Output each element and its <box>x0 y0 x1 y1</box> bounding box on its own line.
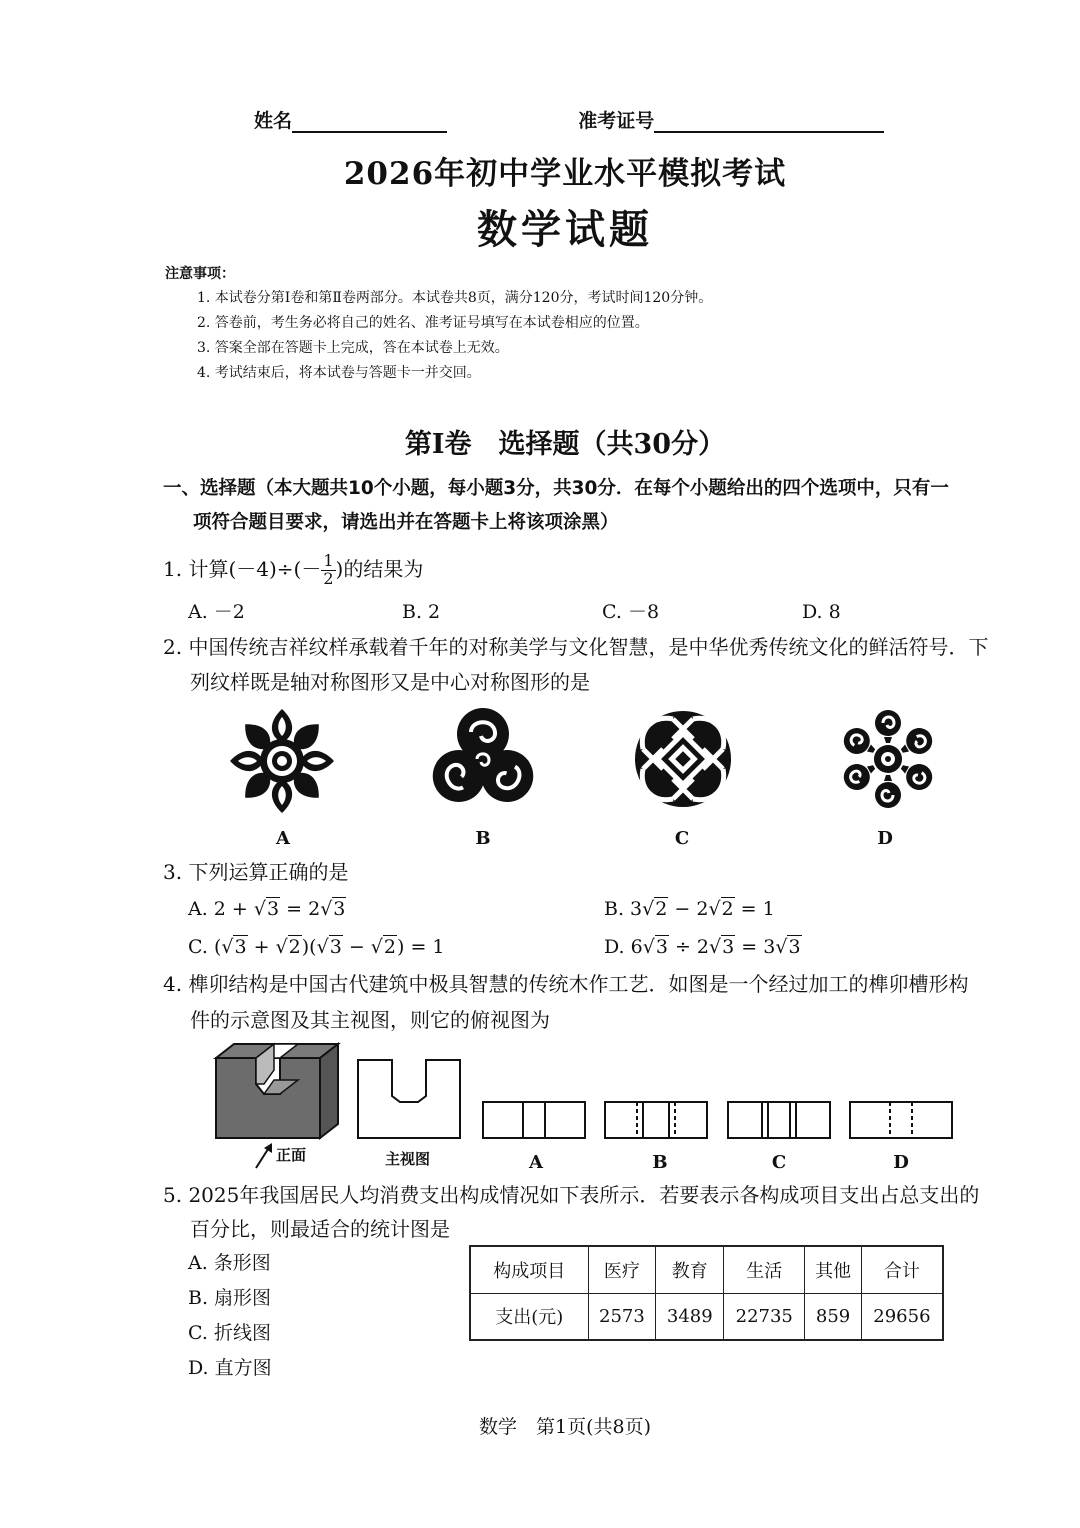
name-blank[interactable] <box>292 113 447 133</box>
notice-item: 4. 考试结束后，将本试卷与答题卡一并交回。 <box>197 365 481 381</box>
question-2-stem-cont: 列纹样既是轴对称图形又是中心对称图形的是 <box>190 670 590 694</box>
question-5-stem-cont: 百分比，则最适合的统计图是 <box>190 1217 450 1241</box>
q5-option-a[interactable]: A. 条形图 <box>188 1252 271 1274</box>
section-title: 第Ⅰ卷 选择题（共30分） <box>404 429 726 460</box>
question-4-stem-cont: 件的示意图及其主视图，则它的俯视图为 <box>190 1008 550 1032</box>
question-4-stem: 4. 榫卯结构是中国古代建筑中极具智慧的传统木作工艺．如图是一个经过加工的榫卯槽形构 <box>163 972 969 996</box>
table-header-cell: 医疗 <box>588 1246 656 1293</box>
exam-id-blank[interactable] <box>654 113 884 133</box>
page-footer: 数学 第1页(共8页) <box>478 1416 651 1438</box>
notice-item: 1. 本试卷分第Ⅰ卷和第Ⅱ卷两部分。本试卷共8页，满分120分，考试时间120分钟。 <box>197 290 713 306</box>
pattern-label-a: A <box>276 828 290 849</box>
table-cell: 29656 <box>861 1293 943 1340</box>
pattern-label-c: C <box>674 828 690 849</box>
pattern-label-b: B <box>475 828 491 849</box>
table-header-cell: 合计 <box>861 1246 943 1293</box>
table-header-cell: 生活 <box>724 1246 805 1293</box>
main-view-label: 主视图 <box>385 1150 431 1168</box>
question-2-stem: 2. 中国传统吉祥纹样承载着千年的对称美学与文化智慧，是中华优秀传统文化的鲜活符号．下 <box>163 635 989 659</box>
fraction-one-half: $\frac{1}{2}$ <box>323 551 334 588</box>
question-3-stem: 3. 下列运算正确的是 <box>163 860 349 884</box>
question-5-stem: 5. 2025年我国居民人均消费支出构成情况如下表所示．若要表示各构成项目支出占总支出的 <box>163 1183 980 1207</box>
top-view-label-d: D <box>893 1152 909 1173</box>
candidate-info-row <box>254 106 884 133</box>
main-view-figure <box>356 1058 462 1140</box>
pattern-label-d: D <box>877 828 893 849</box>
table-cell: 支出(元) <box>470 1293 588 1340</box>
expenditure-table <box>469 1245 944 1341</box>
pattern-c-knot-icon[interactable] <box>630 705 736 813</box>
q5-option-d[interactable]: D. 直方图 <box>188 1357 272 1379</box>
top-view-label-a: A <box>529 1152 543 1173</box>
top-view-option-d[interactable] <box>848 1096 954 1140</box>
table-cell: 22735 <box>724 1293 805 1340</box>
exam-id-label: 准考证号 <box>578 110 655 132</box>
notice-item: 2. 答卷前，考生务必将自己的姓名、准考证号填写在本试卷相应的位置。 <box>197 315 649 331</box>
table-row <box>470 1293 943 1340</box>
exam-subtitle: 数学试题 <box>477 207 653 253</box>
table-header-cell: 教育 <box>656 1246 724 1293</box>
part-one-instructions: 一、选择题（本大题共10个小题，每小题3分，共30分．在每个小题给出的四个选项中，只有一 <box>163 478 949 499</box>
table-header-row <box>470 1246 943 1293</box>
pattern-d-spiral-flower-icon[interactable] <box>836 705 940 813</box>
q1-option-d[interactable]: D. 8 <box>802 601 841 623</box>
q5-option-c[interactable]: C. 折线图 <box>188 1322 271 1344</box>
front-arrow-icon <box>252 1142 276 1170</box>
name-label: 姓名 <box>254 110 293 132</box>
top-view-label-c: C <box>771 1152 787 1173</box>
grooved-block-3d-figure <box>212 1040 344 1146</box>
table-header-cell: 构成项目 <box>470 1246 588 1293</box>
pattern-b-cloud-swirl-icon[interactable] <box>430 704 536 814</box>
notice-item: 3. 答案全部在答题卡上完成，答在本试卷上无效。 <box>197 340 509 356</box>
q3-option-d[interactable]: D. 6√3 ÷ 2√3 = 3√3 <box>604 936 801 958</box>
notice-heading: 注意事项： <box>165 266 235 282</box>
table-cell: 3489 <box>656 1293 724 1340</box>
table-cell: 2573 <box>588 1293 656 1340</box>
front-label: 正面 <box>276 1146 307 1164</box>
q1-option-b[interactable]: B. 2 <box>402 601 441 623</box>
top-view-option-b[interactable] <box>603 1096 709 1140</box>
top-view-label-b: B <box>652 1152 668 1173</box>
top-view-option-a[interactable] <box>481 1096 587 1140</box>
part-one-instructions-cont: 项符合题目要求，请选出并在答题卡上将该项涂黑） <box>193 512 619 533</box>
table-cell: 859 <box>805 1293 862 1340</box>
q1-option-a[interactable]: A. －2 <box>188 601 245 623</box>
q1-option-c[interactable]: C. －8 <box>602 601 660 623</box>
q3-option-a[interactable]: A. 2 + √3 = 2√3 <box>188 898 346 920</box>
table-header-cell: 其他 <box>805 1246 862 1293</box>
question-1-stem: 1. 计算(－4)÷(－ $\frac{1}{2}$ )的结果为 <box>163 551 424 588</box>
top-view-option-c[interactable] <box>726 1096 832 1140</box>
q5-option-b[interactable]: B. 扇形图 <box>188 1287 272 1309</box>
exam-title: 2026年初中学业水平模拟考试 <box>343 156 787 192</box>
pattern-a-flower-icon[interactable] <box>230 705 334 817</box>
q3-option-c[interactable]: C. (√3 + √2)(√3 − √2) = 1 <box>188 936 445 958</box>
q3-option-b[interactable]: B. 3√2 − 2√2 = 1 <box>604 898 775 920</box>
